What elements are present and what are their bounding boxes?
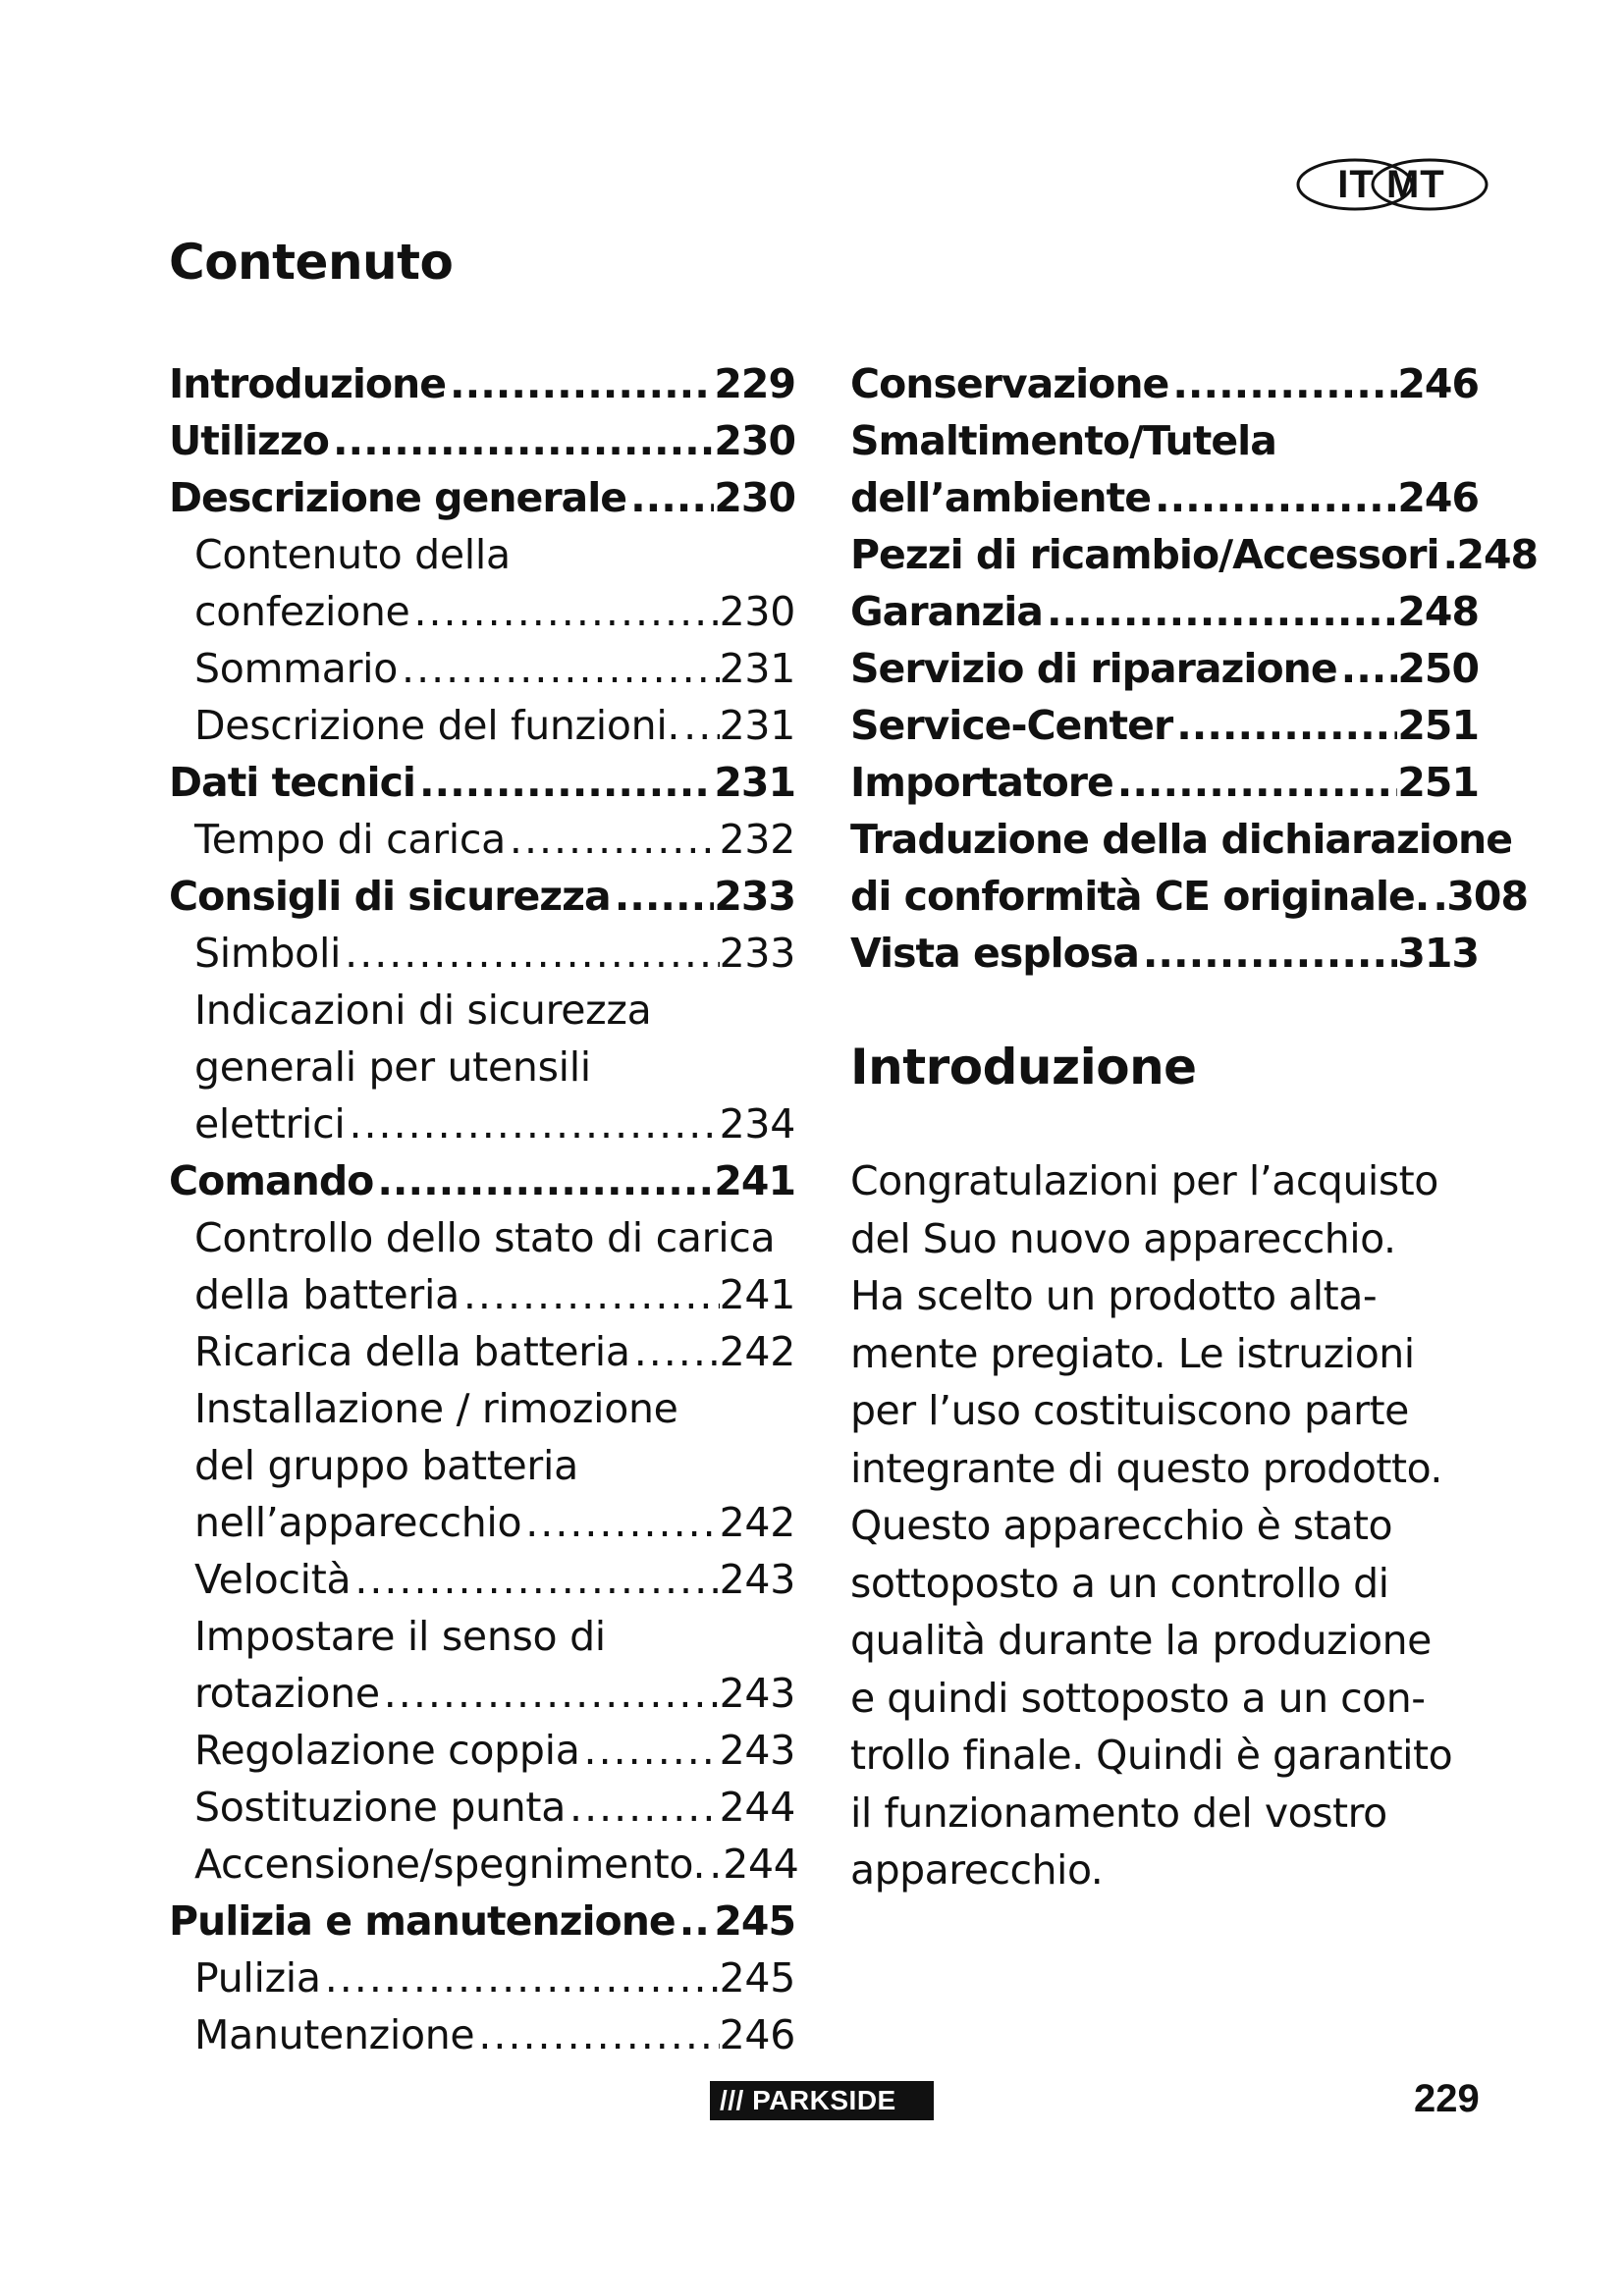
toc-page-number: 245 <box>719 1954 795 2002</box>
toc-leader-dots <box>521 1494 719 1551</box>
introduction-text-line: Questo apparecchio è stato <box>850 1502 1393 1549</box>
toc-entry-row <box>850 355 1479 412</box>
toc-entry-row <box>169 1494 795 1551</box>
toc-page-number: 242 <box>719 1328 795 1375</box>
toc-entry-title: Service-Center <box>850 702 1173 749</box>
toc-page-number: 250 <box>1397 645 1479 692</box>
toc-right-column <box>850 355 1539 982</box>
toc-entry-row <box>169 1551 795 1608</box>
toc-entry-title: Accensione/spegnimento. <box>194 1841 706 1888</box>
toc-leader-dots <box>566 1779 720 1836</box>
language-codes: IT MT <box>1337 163 1445 206</box>
toc-entry-title: Descrizione generale <box>169 474 627 521</box>
toc-leader-dots <box>611 868 715 925</box>
toc-leader-dots <box>329 412 714 469</box>
introduction-text-line: trollo finale. Quindi è garantito <box>850 1732 1453 1779</box>
toc-entry-row <box>169 1779 795 1836</box>
introduction-text-line: Ha scelto un prodotto alta- <box>850 1272 1378 1319</box>
toc-entry-row <box>169 640 795 697</box>
toc-page-number: 232 <box>719 816 795 863</box>
toc-entry-title: Sommario <box>194 645 399 692</box>
toc-leader-dots <box>321 1949 720 2006</box>
toc-page-number: 231 <box>719 702 795 749</box>
toc-entry-row <box>850 469 1479 526</box>
toc-page-number: 308 <box>1446 873 1528 920</box>
toc-page-number: 313 <box>1397 930 1479 977</box>
introduction-text <box>850 1152 1498 1899</box>
toc-entry <box>169 640 795 697</box>
toc-entry-title: Conservazione <box>850 360 1169 407</box>
toc-leader-dots <box>1172 697 1397 754</box>
toc-entry <box>169 1893 795 1949</box>
toc-entry <box>169 1209 795 1323</box>
toc-entry-title: Dati tecnici <box>169 759 415 806</box>
toc-entry-title: Servizio di riparazione <box>850 645 1337 692</box>
toc-entry-title: Comando <box>169 1157 374 1204</box>
toc-entry-title: Ricarica della batteria <box>194 1328 630 1375</box>
toc-page-number: 251 <box>1397 702 1479 749</box>
toc-page-number: 241 <box>719 1271 795 1318</box>
toc-entry-title: della batteria <box>194 1271 460 1318</box>
toc-page-number: 251 <box>1397 759 1479 806</box>
toc-entry <box>850 583 1479 640</box>
toc-page-number: 244 <box>723 1841 799 1888</box>
toc-leader-dots <box>506 811 720 868</box>
toc-entry-row <box>169 811 795 868</box>
toc-leader-dots <box>474 2006 719 2063</box>
toc-entry-title: Pulizia <box>194 1954 321 2002</box>
toc-page-number: 246 <box>1397 360 1479 407</box>
toc-entry-row <box>169 1836 799 1893</box>
toc-entry-row <box>850 526 1539 583</box>
toc-page-number: 244 <box>719 1784 795 1831</box>
toc-entry-row <box>850 925 1479 982</box>
toc-entry <box>169 469 795 526</box>
toc-entry <box>169 754 795 811</box>
introduction-text-line: sottoposto a un controllo di <box>850 1559 1389 1607</box>
introduction-text-line: integrante di questo prodotto. <box>850 1444 1442 1492</box>
toc-entry <box>169 1836 799 1893</box>
introduction-heading: Introduzione <box>850 1039 1197 1095</box>
toc-entry-title-line: Impostare il senso di <box>194 1613 606 1660</box>
toc-leader-dots <box>380 1665 720 1722</box>
introduction-text-line: apparecchio. <box>850 1846 1104 1894</box>
toc-entry <box>169 1779 795 1836</box>
toc-entry <box>850 640 1479 697</box>
toc-entry-row <box>169 412 795 469</box>
toc-entry-row <box>169 868 795 925</box>
toc-page-number: 242 <box>719 1499 795 1546</box>
toc-entry-title: Pezzi di ricambio/Accessori <box>850 531 1439 578</box>
toc-entry-title-line: Indicazioni di sicurezza <box>194 987 652 1034</box>
introduction-text-line: mente pregiato. Le istruzioni <box>850 1329 1415 1377</box>
toc-page-number: 241 <box>714 1157 795 1204</box>
toc-page-number: 231 <box>714 759 795 806</box>
toc-entry-title: Tempo di carica <box>194 816 506 863</box>
toc-entry-title: Sostituzione punta <box>194 1784 567 1831</box>
toc-page-number: 233 <box>714 873 795 920</box>
toc-leader-dots <box>446 355 714 412</box>
toc-leader-dots <box>415 754 714 811</box>
toc-leader-dots <box>676 1893 715 1949</box>
toc-entry-row <box>169 1949 795 2006</box>
toc-entry-row <box>169 1722 795 1779</box>
toc-entry <box>169 925 795 982</box>
toc-leader-dots <box>409 583 719 640</box>
toc-entry-row <box>169 1665 795 1722</box>
toc-page-number: 233 <box>719 930 795 977</box>
toc-entry-title: di conformità CE originale. <box>850 873 1430 920</box>
toc-entry <box>850 412 1479 526</box>
toc-page-number: 243 <box>719 1670 795 1717</box>
toc-entry-title: Importatore <box>850 759 1113 806</box>
toc-page-number: 243 <box>719 1727 795 1774</box>
toc-leader-dots <box>626 469 714 526</box>
toc-leader-dots <box>1113 754 1398 811</box>
toc-page-number: 248 <box>1456 531 1539 578</box>
toc-entry-row <box>169 754 795 811</box>
toc-entry <box>169 1608 795 1722</box>
toc-entry-title: Manutenzione <box>194 2011 475 2058</box>
toc-entry <box>169 811 795 868</box>
toc-entry-title: confezione <box>194 588 410 635</box>
toc-entry-row <box>169 1152 795 1209</box>
toc-entry <box>169 412 795 469</box>
toc-entry-row <box>850 697 1479 754</box>
toc-entry <box>850 811 1528 925</box>
toc-entry-title: Introduzione <box>169 360 447 407</box>
toc-entry-row <box>169 1893 795 1949</box>
toc-entry <box>169 355 795 412</box>
toc-entry <box>169 868 795 925</box>
toc-entry-title: Simboli <box>194 930 342 977</box>
toc-entry <box>850 925 1479 982</box>
toc-page-number: 230 <box>714 474 795 521</box>
toc-page-number: 231 <box>719 645 795 692</box>
toc-leader-dots <box>1429 868 1446 925</box>
toc-leader-dots <box>679 697 719 754</box>
toc-page-number: 248 <box>1397 588 1479 635</box>
toc-entry-title-line: generali per utensili <box>194 1043 591 1091</box>
toc-entry <box>850 697 1479 754</box>
introduction-text-line: il funzionamento del vostro <box>850 1789 1387 1837</box>
language-badge <box>1294 157 1489 212</box>
toc-entry-row <box>169 469 795 526</box>
introduction-text-line: Congratulazioni per l’acquisto <box>850 1157 1438 1204</box>
toc-leader-dots <box>341 925 719 982</box>
toc-entry-row <box>850 583 1479 640</box>
toc-leader-dots <box>1439 526 1457 583</box>
toc-entry-row <box>169 1323 795 1380</box>
toc-entry-title: Descrizione del funzioni. <box>194 702 680 749</box>
toc-entry <box>169 2006 795 2063</box>
toc-entry-title: Regolazione coppia <box>194 1727 580 1774</box>
toc-entry-row <box>169 2006 795 2063</box>
toc-left-column <box>169 355 799 2063</box>
toc-leader-dots <box>705 1836 723 1893</box>
toc-entry-row <box>169 355 795 412</box>
toc-leader-dots <box>351 1551 719 1608</box>
toc-page-number: 230 <box>714 417 795 464</box>
parkside-logo: /// PARKSIDE <box>710 2081 934 2120</box>
toc-entry-title: Consigli di sicurezza <box>169 873 611 920</box>
toc-entry <box>850 355 1479 412</box>
toc-leader-dots <box>460 1266 720 1323</box>
toc-entry-title: rotazione <box>194 1670 380 1717</box>
toc-entry-title: Pulizia e manutenzione <box>169 1897 676 1945</box>
toc-entry <box>169 697 795 754</box>
toc-leader-dots <box>1043 583 1397 640</box>
toc-entry-row <box>850 754 1479 811</box>
toc-entry <box>169 526 795 640</box>
toc-leader-dots <box>1139 925 1398 982</box>
toc-entry-title-line: Smaltimento/Tutela <box>850 417 1276 464</box>
toc-entry-title: Vista esplosa <box>850 930 1139 977</box>
toc-entry-row <box>169 1266 795 1323</box>
toc-leader-dots <box>373 1152 714 1209</box>
toc-entry-title: dell’ambiente <box>850 474 1152 521</box>
introduction-text-line: e quindi sottoposto a un con- <box>850 1674 1426 1722</box>
introduction-text-line: per l’uso costituiscono parte <box>850 1387 1409 1434</box>
toc-page-number: 246 <box>719 2011 795 2058</box>
toc-entry-row <box>850 868 1528 925</box>
toc-entry <box>169 1551 795 1608</box>
toc-leader-dots <box>398 640 720 697</box>
toc-entry <box>169 1722 795 1779</box>
toc-entry-title-line: Contenuto della <box>194 531 511 578</box>
toc-entry <box>169 1949 795 2006</box>
toc-entry <box>850 754 1479 811</box>
toc-leader-dots <box>630 1323 720 1380</box>
toc-entry-row <box>169 925 795 982</box>
toc-entry-title-line: Installazione / rimozione <box>194 1385 678 1432</box>
toc-leader-dots <box>1151 469 1397 526</box>
toc-entry-title-line: Traduzione della dichiarazione <box>850 816 1513 863</box>
toc-entry <box>169 982 795 1152</box>
toc-page-number: 246 <box>1397 474 1479 521</box>
toc-entry-title: Garanzia <box>850 588 1043 635</box>
toc-page-number: 243 <box>719 1556 795 1603</box>
toc-entry <box>850 526 1539 583</box>
toc-entry-title: elettrici <box>194 1100 346 1148</box>
toc-entry-title: nell’apparecchio <box>194 1499 522 1546</box>
toc-page-number: 234 <box>719 1100 795 1148</box>
toc-leader-dots <box>1168 355 1397 412</box>
toc-leader-dots <box>1337 640 1398 697</box>
toc-entry-title: Utilizzo <box>169 417 329 464</box>
toc-entry-row <box>850 640 1479 697</box>
toc-entry-row <box>169 1095 795 1152</box>
toc-leader-dots <box>345 1095 719 1152</box>
toc-page-number: 245 <box>714 1897 795 1945</box>
toc-page-number: 230 <box>719 588 795 635</box>
page-number: 229 <box>1414 2077 1480 2120</box>
toc-entry-title: Velocità <box>194 1556 352 1603</box>
toc-entry-row <box>169 697 795 754</box>
introduction-text-line: qualità durante la produzione <box>850 1617 1432 1664</box>
toc-entry <box>169 1152 795 1209</box>
toc-entry-title-line: del gruppo batteria <box>194 1442 578 1489</box>
contents-title: Contenuto <box>169 234 454 291</box>
toc-entry-row <box>169 583 795 640</box>
toc-page-number: 229 <box>714 360 795 407</box>
toc-entry <box>169 1323 795 1380</box>
toc-entry-title-line: Controllo dello stato di carica <box>194 1214 776 1261</box>
toc-leader-dots <box>580 1722 720 1779</box>
introduction-text-line: del Suo nuovo apparecchio. <box>850 1214 1396 1262</box>
toc-entry <box>169 1380 795 1551</box>
